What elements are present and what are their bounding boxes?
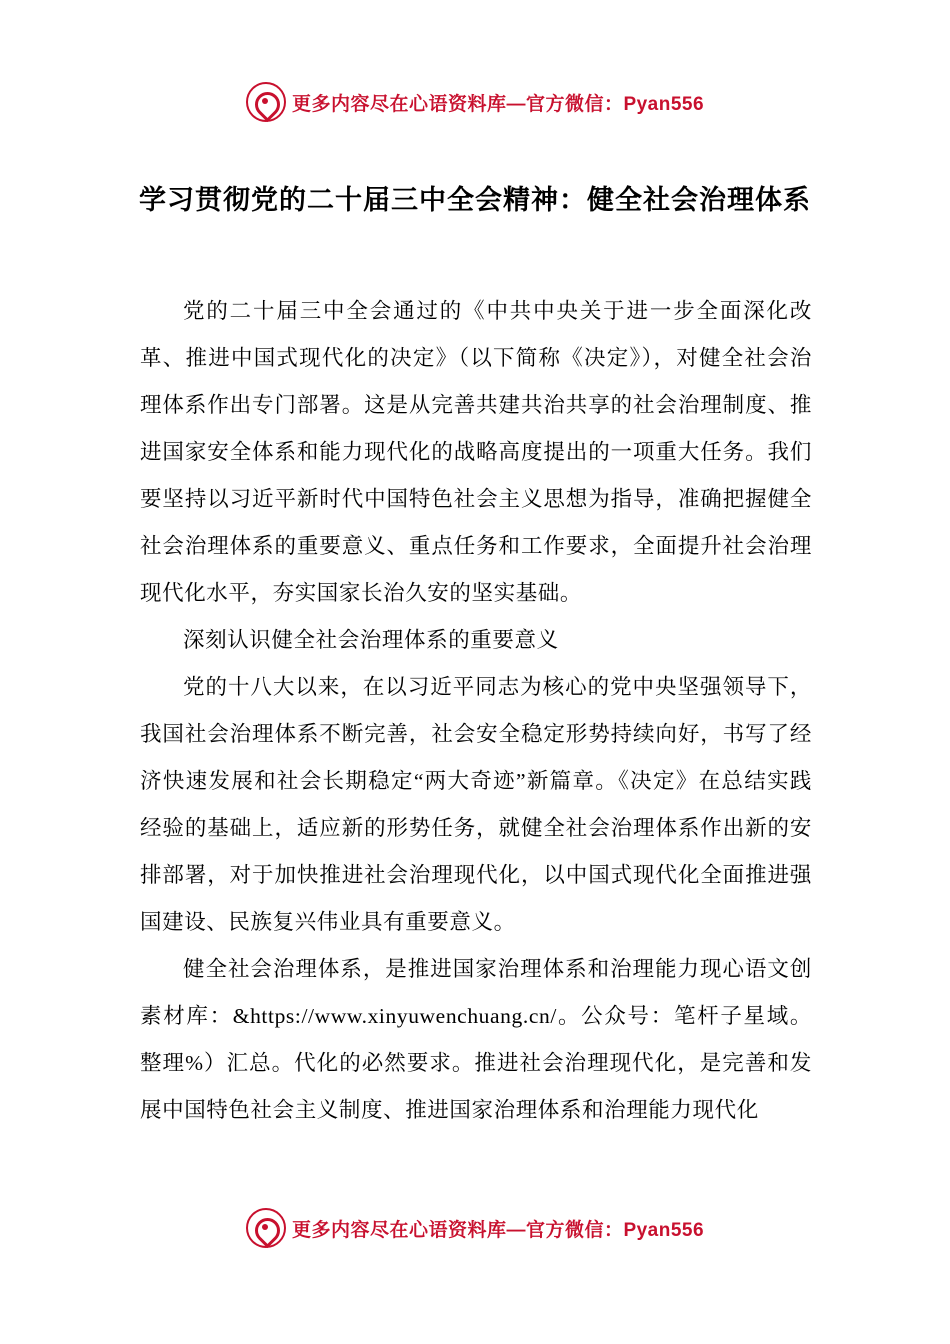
paragraph-1: 党的二十届三中全会通过的《中共中央关于进一步全面深化改革、推进中国式现代化的决定》（以下简称《决定》），对健全社会治理体系作出专门部署。这是从完善共建共治共享的社会治理制度、推进国家安全体系和能力现代化的战略高度提出的一项重大任务。我们要坚持以习近平新时代中国特色社会主义思想为指导，准确把握健全社会治理体系的重要意义、重点任务和工作要求，全面提升社会治理现代化水平，夯实国家长治久安的坚实基础。 [140, 299, 812, 605]
document-body [140, 288, 812, 1134]
paragraph-2-heading: 深刻认识健全社会治理体系的重要意义 [183, 628, 559, 652]
bird-circle-logo-icon [246, 82, 286, 122]
paragraph-3: 党的十八大以来，在以习近平同志为核心的党中央坚强领导下，我国社会治理体系不断完善，社会安全稳定形势持续向好，书写了经济快速发展和社会长期稳定“两大奇迹”新篇章。《决定》在总结实践经验的基础上，适应新的形势任务，就健全社会治理体系作出新的安排部署，对于加快推进社会治理现代化，以中国式现代化全面推进强国建设、民族复兴伟业具有重要意义。 [140, 675, 812, 934]
watermark-banner-bottom [0, 1208, 950, 1248]
watermark-text: 更多内容尽在心语资料库—官方微信：Pyan556 [291, 1219, 705, 1241]
page-title: 学习贯彻党的二十届三中全会精神：健全社会治理体系 [139, 185, 811, 215]
bird-circle-logo-icon [246, 1208, 286, 1248]
paragraph-4: 健全社会治理体系，是推进国家治理体系和治理能力现心语文创素材库：&https://www.xinyuwenchuang.cn/。公众号：笔杆子星域。整理%）汇总。代化的必然要求。推进社会治理现代化，是完善和发展中国特色社会主义制度、推进国家治理体系和治理能力现代化 [140, 957, 812, 1122]
watermark-text: 更多内容尽在心语资料库—官方微信：Pyan556 [291, 93, 705, 115]
watermark-banner-top [0, 82, 950, 122]
